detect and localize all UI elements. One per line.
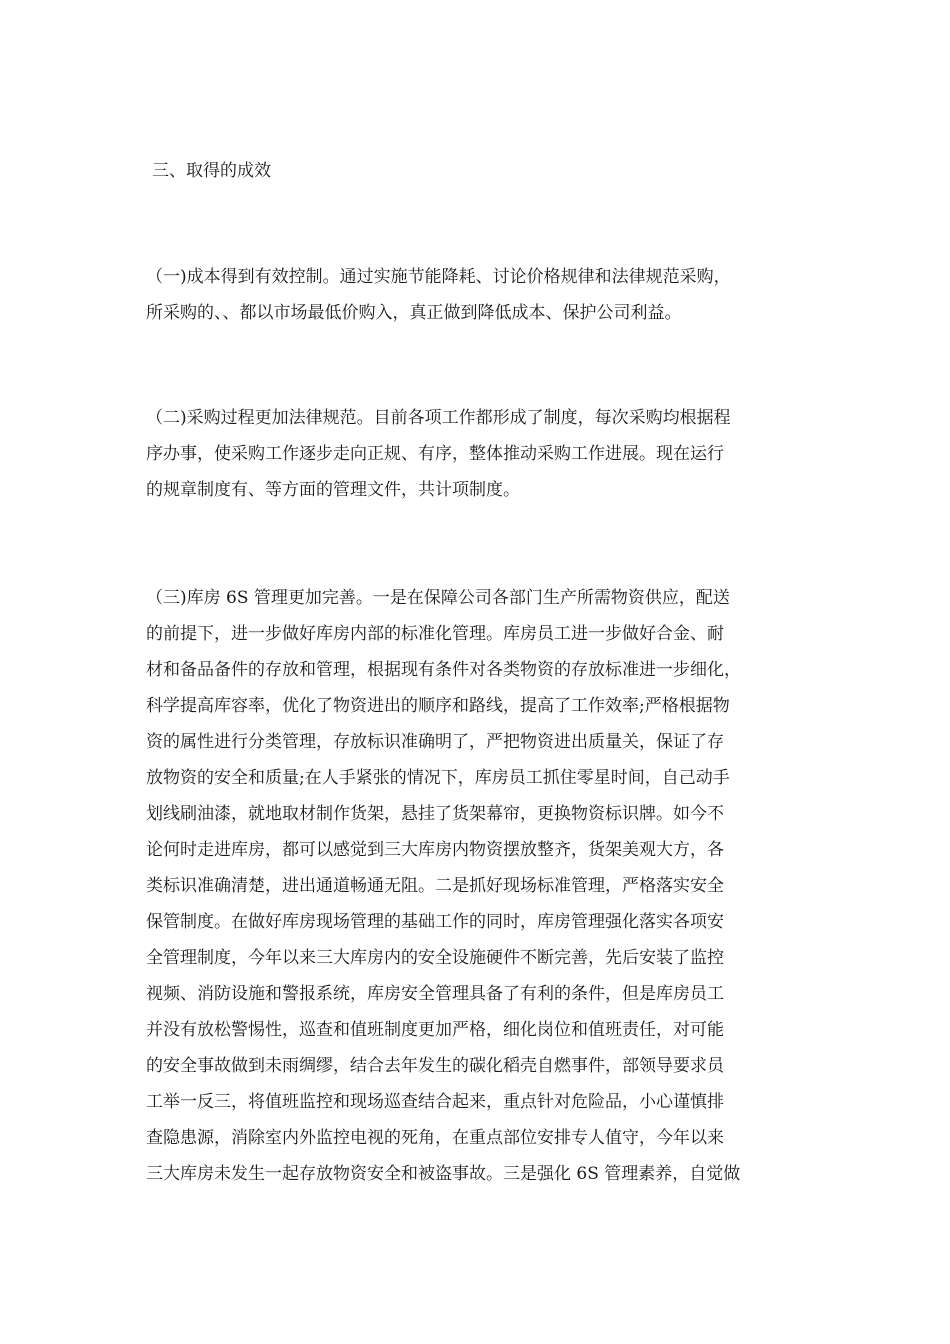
paragraph-line: 科学提高库容率，优化了物资进出的顺序和路线，提高了工作效率;严格根据物 [146,696,730,716]
paragraph-line: 序办事，使采购工作逐步走向正规、有序，整体推动采购工作进展。现在运行 [146,444,724,464]
paragraph-line: （二)采购过程更加法律规范。目前各项工作都形成了制度，每次采购均根据程 [146,408,731,428]
paragraph-line: 工举一反三，将值班监控和现场巡查结合起来，重点针对危险品，小心谨慎排 [146,1092,724,1112]
paragraph-line: 材和备品备件的存放和管理，根据现有条件对各类物资的存放标准进一步细化， [146,660,741,680]
paragraph-warehouse-6s [146,580,806,1192]
paragraph-line: 视频、消防设施和警报系统，库房安全管理具备了有利的条件，但是库房员工 [146,984,724,1004]
paragraph-line: 的安全事故做到未雨绸缪，结合去年发生的碳化稻壳自燃事件，部领导要求员 [146,1056,724,1076]
paragraph-line: 三大库房未发生一起存放物资安全和被盗事故。三是强化 6S 管理素养，自觉做 [146,1164,741,1184]
paragraph-line: 论何时走进库房，都可以感觉到三大库房内物资摆放整齐，货架美观大方，各 [146,840,724,860]
paragraph-line: 所采购的、、都以市场最低价购入，真正做到降低成本、保护公司利益。 [146,303,682,323]
section-heading: 三、取得的成效 [152,161,271,181]
paragraph-line: 并没有放松警惕性，巡查和值班制度更加严格，细化岗位和值班责任，对可能 [146,1020,724,1040]
paragraph-line: 划线刷油漆，就地取材制作货架，悬挂了货架幕帘，更换物资标识牌。如今不 [146,804,724,824]
paragraph-line: 保管制度。在做好库房现场管理的基础工作的同时，库房管理强化落实各项安 [146,912,724,932]
paragraph-line: 的规章制度有、等方面的管理文件，共计项制度。 [146,480,520,500]
paragraph-line: 资的属性进行分类管理，存放标识准确明了，严把物资进出质量关，保证了存 [146,732,724,752]
paragraph-line: 类标识准确清楚，进出通道畅通无阻。二是抓好现场标准管理，严格落实安全 [146,876,724,896]
paragraph-line: 放物资的安全和质量;在人手紧张的情况下，库房员工抓住零星时间，自己动手 [146,768,730,788]
paragraph-line: （一)成本得到有效控制。通过实施节能降耗、讨论价格规律和法律规范采购， [146,267,731,287]
paragraph-line: （三)库房 6S 管理更加完善。一是在保障公司各部门生产所需物资供应，配送 [146,588,730,608]
paragraph-line: 的前提下，进一步做好库房内部的标准化管理。库房员工进一步做好合金、耐 [146,624,724,644]
paragraph-procurement-process [146,400,806,508]
paragraph-line: 查隐患源，消除室内外监控电视的死角，在重点部位安排专人值守，今年以来 [146,1128,724,1148]
paragraph-cost-control [146,259,806,331]
paragraph-line: 全管理制度，今年以来三大库房内的安全设施硬件不断完善，先后安装了监控 [146,948,724,968]
